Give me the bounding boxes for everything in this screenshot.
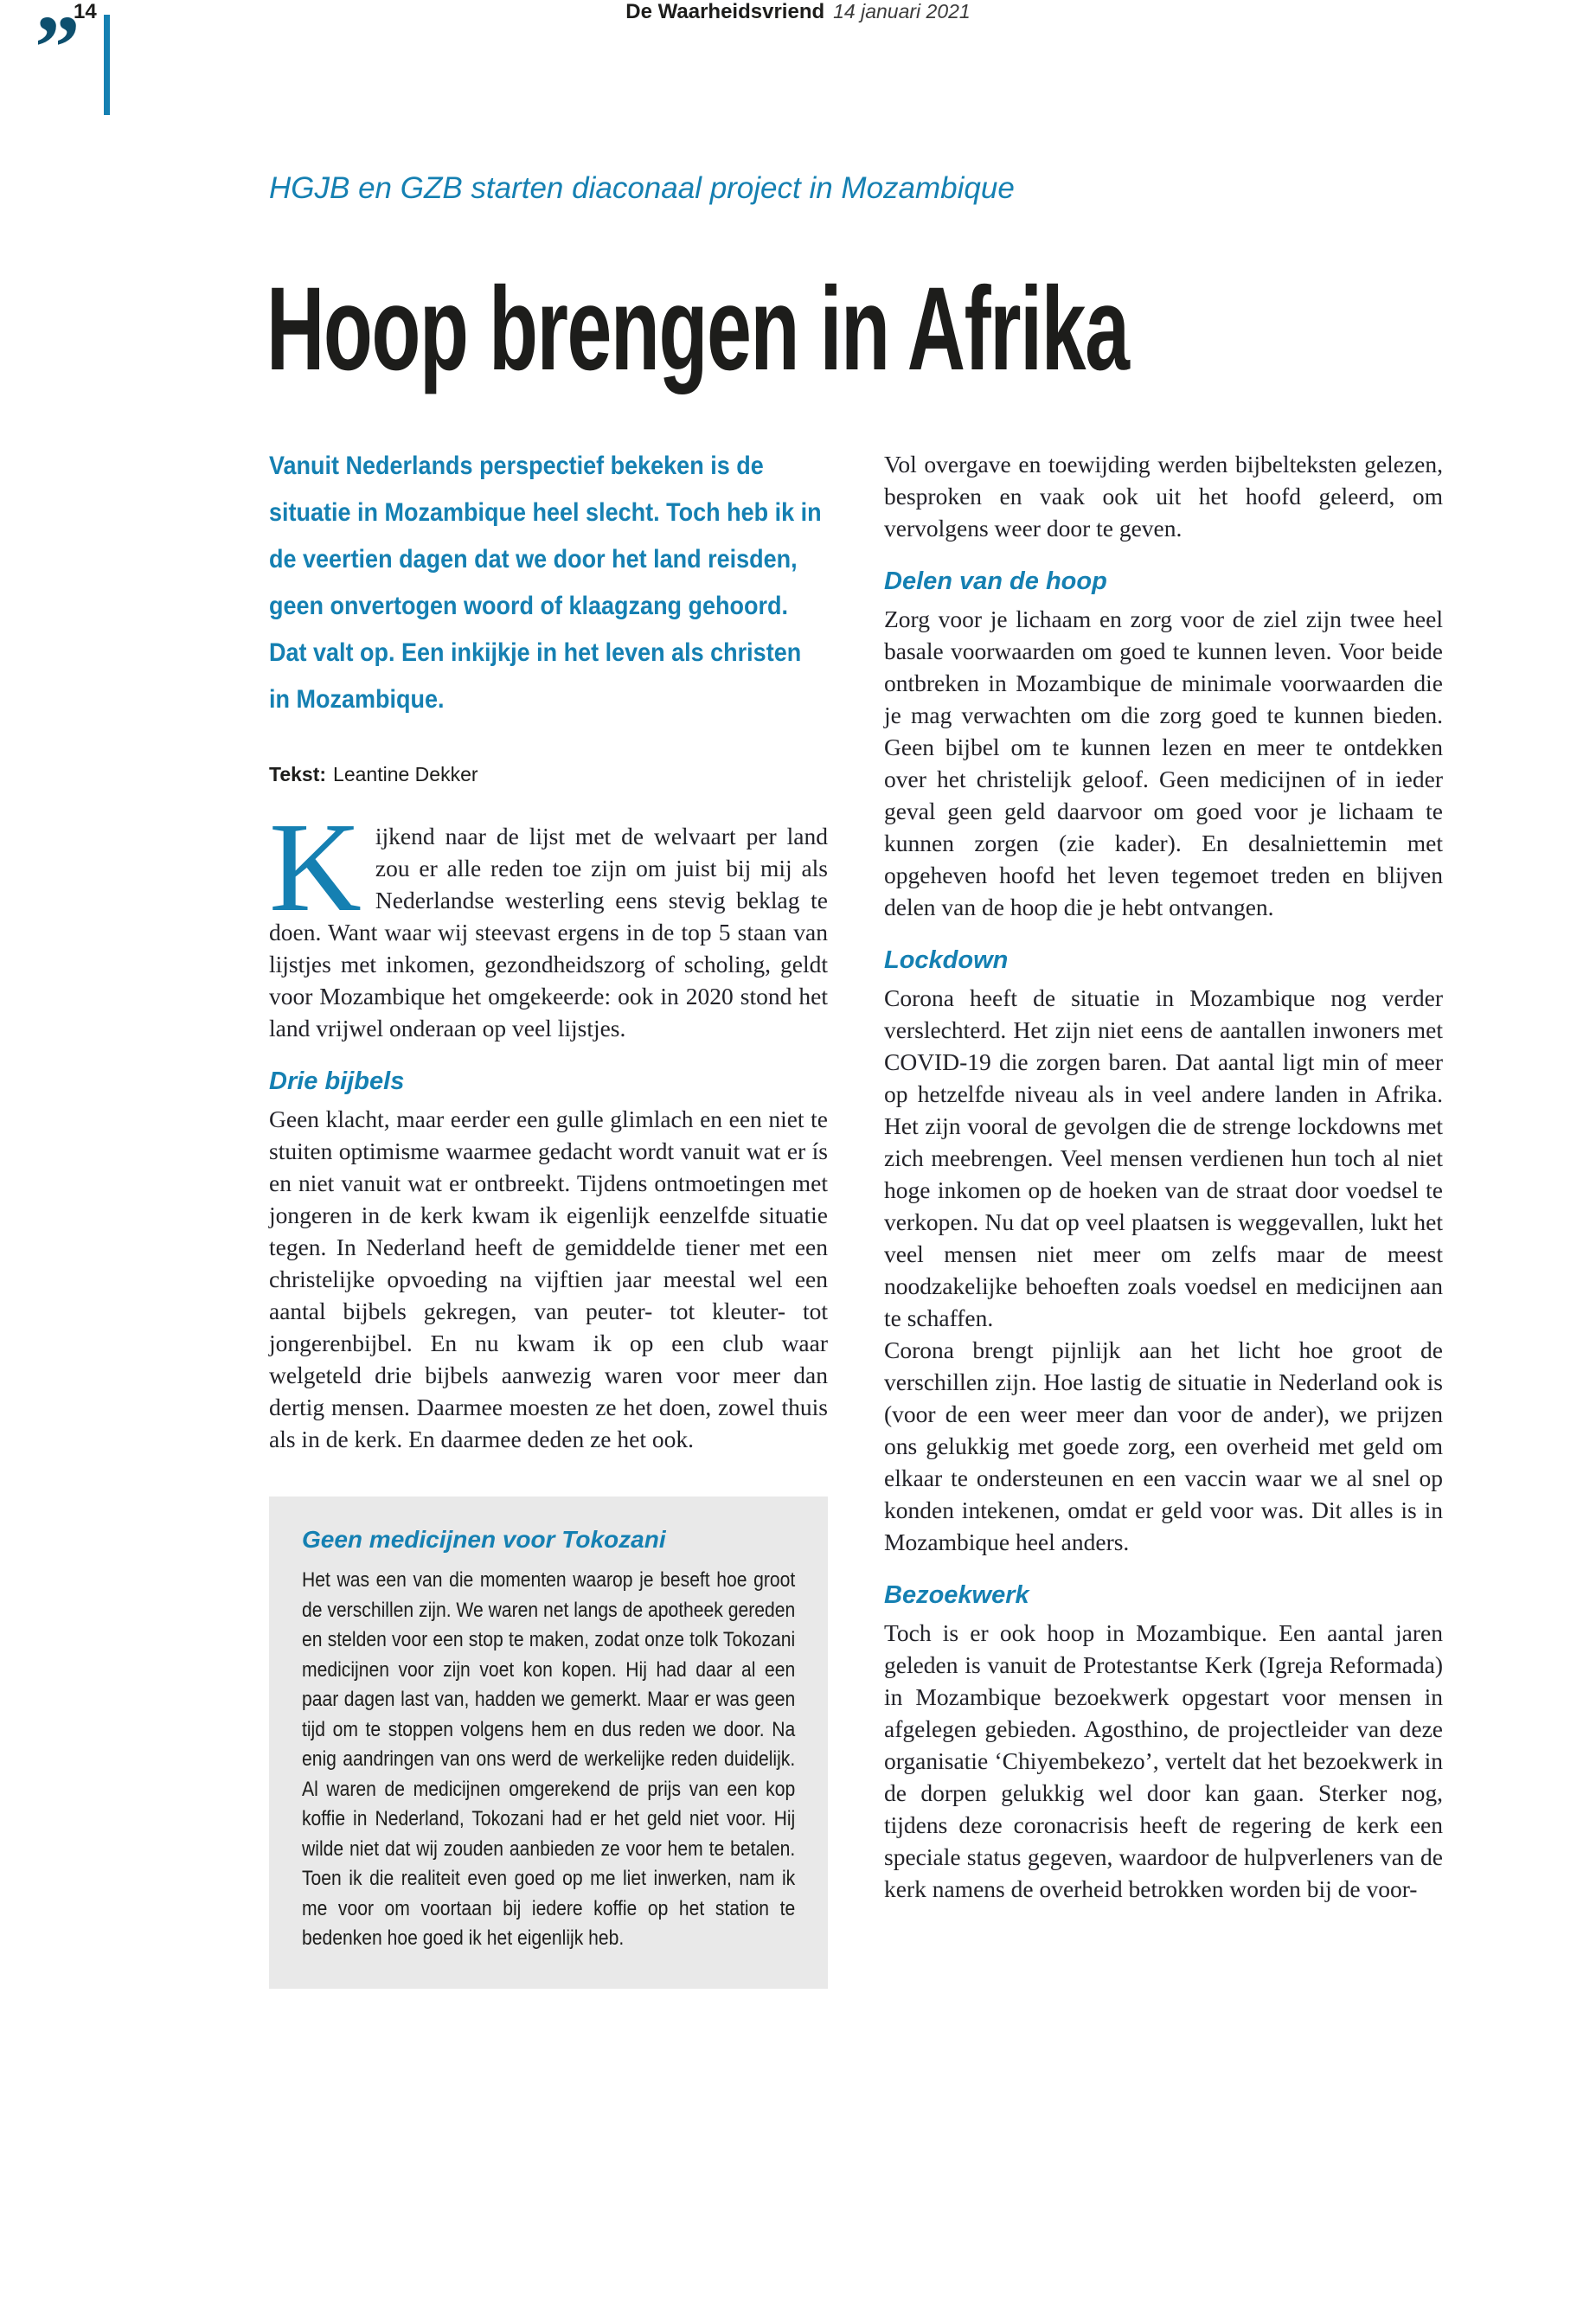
paragraph-welvaart — [269, 797, 828, 1044]
article-title: Hoop brengen in Afrika — [266, 263, 1129, 395]
footer-date: 14 januari 2021 — [833, 0, 971, 22]
footer-center — [0, 0, 1596, 24]
quote-mark-icon: ” — [35, 0, 80, 98]
paragraph-text: ijkend naar de lijst met de welvaart per land zou er alle reden toe zijn om juist bij mij als Nederlandse westerling eens stevig beklag te doen. Want waar wij steevast ergens in de top 5 staan van lijstjes met inkomen, gezondheidszorg of scholing, geldt voor Mozambique het omgekeerde: ook in 2020 stond het land vrijwel onderaan op veel lijstjes. — [269, 823, 828, 1042]
column-left — [269, 797, 828, 1989]
byline — [269, 763, 478, 786]
paragraph-overgave: Vol overgave en toewijding werden bijbelteksten gelezen, besproken en vaak ook uit het hoofd geleerd, om vervolgens weer door te geven. — [884, 451, 1443, 542]
subhead-drie-bijbels: Drie bijbels — [269, 1067, 405, 1095]
column-right — [884, 448, 1443, 1905]
paragraph-delen-van-de-hoop: Zorg voor je lichaam en zorg voor de ziel zijn twee heel basale voorwaarden om goed te kunnen leven. Voor beide ontbreken in Mozambique de minimale voorwaarden die je mag verwachten om die zorg goed te kunnen bieden. Geen bijbel om te kunnen lezen en meer te ontdekken over het christelijk geloof. Geen medicijnen of in ieder geval geen geld daarvoor om goed voor je lichaam te kunnen zorgen (zie kader). En desalniettemin met opgeheven hoofd het leven tegemoet treden en blijven delen van de hoop die je hebt ontvangen. — [884, 606, 1443, 920]
subhead-lockdown: Lockdown — [884, 946, 1009, 974]
byline-label: Tekst: — [269, 763, 327, 785]
page-footer — [0, 0, 1596, 24]
article-intro: Vanuit Nederlands perspectief bekeken is de situatie in Mozambique heel slecht. Toch heb ik in de veertien dagen dat we door het land reisden, geen onvertogen woord of klaagzang gehoord. Dat valt op. Een inkijkje in het leven als christen in Mozambique. — [269, 452, 822, 714]
subhead-delen-van-de-hoop: Delen van de hoop — [884, 567, 1107, 595]
paragraph-bezoekwerk: Toch is er ook hoop in Mozambique. Een aantal jaren geleden is vanuit de Protestantse Kerk (Igreja Reformada) in Mozambique bezoekwerk opgestart voor mensen in afgelegen gebieden. Agosthino, de projectleider van deze organisatie ‘Chiyembekezo’, vertelt dat het bezoekwerk in de dorpen gelukkig wel door kan gaan. Sterker nog, tijdens deze coronacrisis heeft de regering de kerk een speciale status gegeven, waardoor de hulpverleners van de kerk namens de overheid betrokken worden bij de voor- — [884, 1619, 1443, 1902]
paragraph-lockdown-1: Corona heeft de situatie in Mozambique nog verder verslechterd. Het zijn niet eens de aantallen inwoners met COVID-19 die zorgen baren. Dat aantal ligt min of meer op hetzelfde niveau als in veel andere landen in Afrika. Het zijn vooral de gevolgen die de strenge lockdowns met zich meebrengen. Veel mensen verdienen hun toch al niet hoge inkomen op de hoeken van de straat door voedsel te verkopen. Nu dat op veel plaatsen is weggevallen, lukt het veel mensen niet meer om zelfs maar de meest noodzakelijke behoeften zoals voedsel en medicijnen aan te schaffen. — [884, 984, 1443, 1331]
paragraph-drie-bijbels: Geen klacht, maar eerder een gulle glimlach en een niet te stuiten optimisme waarmee gedacht wordt vanuit wat er ís en niet vanuit wat er ontbreekt. Tijdens ontmoetingen met jongeren in de kerk kwam ik eigenlijk eenzelfde situatie tegen. In Nederland heeft de gemiddelde tiener met een christelijke opvoeding na vijftien jaar meestal wel een aantal bijbels gekregen, van peuter- tot kleuter- tot jongerenbijbel. En nu kwam ik op een club waar welgeteld drie bijbels aanwezig waren voor meer dan dertig mensen. Daarmee moesten ze het doen, zowel thuis als in de kerk. En daarmee deden ze het ook. — [269, 1106, 828, 1452]
byline-name: Leantine Dekker — [333, 763, 478, 785]
drop-cap: K — [269, 797, 362, 939]
sidebar-box-title: Geen medicijnen voor Tokozani — [302, 1526, 666, 1553]
article-kicker: HGJB en GZB starten diaconaal project in Mozambique — [269, 171, 1015, 205]
sidebar-box — [269, 1497, 828, 1989]
subhead-bezoekwerk: Bezoekwerk — [884, 1581, 1029, 1609]
paragraph-lockdown-2: Corona brengt pijnlijk aan het licht hoe groot de verschillen zijn. Hoe lastig de situatie in Nederland ook is (voor de een weer meer dan voor de ander), we prijzen ons gelukkig met goede zorg, een overheid met geld om elkaar te ondersteunen en een vaccin waar we al snel op konden intekenen, omdat er geld voor was. Dit alles is in Mozambique heel anders. — [884, 1336, 1443, 1555]
accent-bar — [104, 15, 110, 115]
page-number: 14 — [74, 0, 97, 23]
footer-brand: De Waarheidsvriend — [625, 0, 825, 23]
sidebar-box-text: Het was een van die momenten waarop je beseft hoe groot de verschillen zijn. We waren net langs de apotheek gereden en stelden voor een stop te maken, zodat onze tolk Tokozani medicijnen voor zijn voet kon kopen. Hij had daar al een paar dagen last van, hadden we gemerkt. Maar er was geen tijd om te stoppen volgens hem en dus reden we door. Na enig aandringen van ons werd de werkelijke reden duidelijk. Al waren de medicijnen omgerekend de prijs van een kop koffie in Nederland, Tokozani had er het geld niet voor. Hij wilde niet dat wij zouden aanbieden ze voor hem te betalen. Toen ik die realiteit even goed op me liet inwerken, nam ik me voor om voortaan bij iedere koffie op het station te bedenken hoe goed ik het eigenlijk heb. — [302, 1568, 796, 1950]
